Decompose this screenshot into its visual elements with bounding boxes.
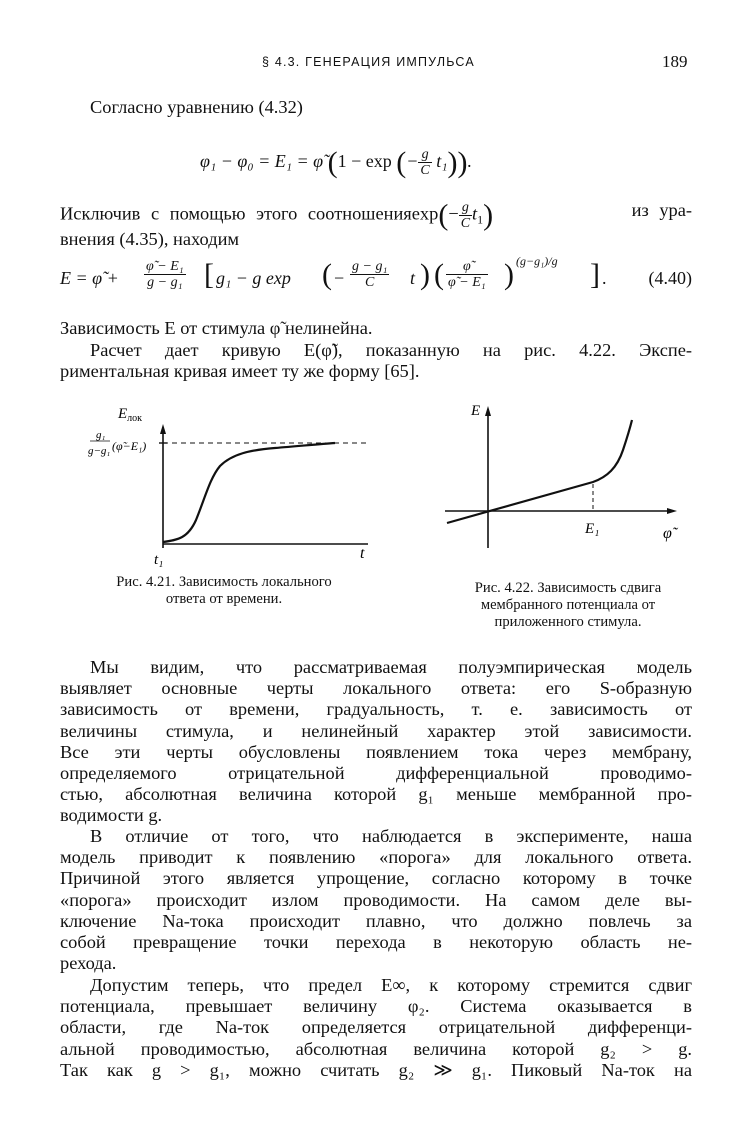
- fig2-ylabel: E: [471, 403, 481, 419]
- para-limit-line: потенциала, превышает величину φ₂. Система оказывается в: [60, 996, 692, 1017]
- para-threshold-line: модель приводит к появлению «порога» для локального ответа.: [60, 847, 692, 868]
- para-threshold-line: собой превращение точки перехода в некоторую область не-: [60, 932, 692, 953]
- sentence-excluding-line2: внения (4.35), находим: [60, 229, 240, 249]
- sentence-excluding-before: Исключив с помощью этого соотношения: [60, 203, 412, 224]
- eq-4-40-f2-tail: t: [410, 268, 416, 288]
- para-model-line: определяемого отрицательной дифференциальной проводимо-: [60, 763, 692, 784]
- para-limit: [60, 975, 692, 1081]
- eq-4-40-power: (g−g₁)/g: [516, 254, 558, 268]
- para-calc-line2: риментальная кривая имеет ту же форму [65].: [60, 361, 420, 381]
- para-model-line: стью, абсолютная величина которой g₁ меньше мембранной про-: [60, 784, 692, 805]
- fig2-caption-line2: мембранного потенциала от: [480, 597, 656, 613]
- sentence-excluding-exp: exp: [411, 203, 439, 224]
- para-model-line: Все эти черты обусловлены появлением тока через мембрану,: [60, 741, 692, 762]
- fig2-x-arrow: [667, 508, 677, 514]
- para-model: [60, 657, 692, 827]
- eq-4-32-lhs: φ₁ − φ₀ = E₁ = φ̃: [200, 151, 324, 171]
- figure-4-21-caption: [74, 574, 374, 608]
- eq-4-40-lhs: E = φ̃ +: [60, 268, 119, 288]
- fig1-caption-line1: Рис. 4.21. Зависимость локального: [116, 574, 332, 590]
- para-model-line: Мы видим, что рассматриваемая полуэмпирическая модель: [90, 657, 692, 677]
- eq-4-40-f1-num: φ̃ − E₁: [146, 259, 184, 274]
- para-limit-line: области, где Na-ток определяется отрицательной дифференци-: [60, 1017, 692, 1038]
- fig1-ylabel: $E_{лок}$: [118, 406, 143, 424]
- eq-4-40-bracket-a: g₁ − g exp: [216, 268, 291, 288]
- eq-4-40-f2-den: C: [364, 275, 375, 290]
- para-threshold: [60, 826, 692, 974]
- eq-4-40-f2-num: g − g₁: [352, 259, 388, 274]
- figure-4-21: [60, 398, 380, 573]
- eq-4-32-body: 1 − exp: [337, 151, 392, 171]
- para-model-line: зависимость от времени, градуальность, т. е. зависимость от: [60, 699, 692, 720]
- para-threshold-line: ключение Na-тока происходит плавно, что должно повлечь за: [60, 910, 692, 931]
- fig2-x-tick-label: E₁: [585, 521, 600, 537]
- figure-4-22: [425, 400, 690, 560]
- fig1-asym-den: g−g₁: [88, 445, 111, 457]
- eq-4-40-f3-num: φ̃: [446, 259, 488, 275]
- para-model-line: величины стимула, и нелинейный характер этой зависимости.: [60, 720, 692, 741]
- sentence-excluding-after: из ура-: [631, 200, 692, 220]
- eq-4-40-f3-den: φ̃ − E₁: [448, 275, 486, 290]
- fig1-asym-tail: (φ̃−E₁): [112, 439, 147, 453]
- eq-4-40-f1-den: g − g₁: [147, 275, 183, 290]
- fig2-curve: [447, 420, 632, 523]
- para-threshold-line: рехода.: [60, 953, 117, 974]
- para-calc-line1: Расчет дает кривую E(φ̃), показанную на рис. 4.22. Экспе-: [90, 340, 692, 360]
- para-threshold-line: Причиной этого является упрощение, согласно которому в точке: [60, 868, 692, 889]
- fig1-s-curve: [163, 443, 335, 542]
- figure-4-22-caption: [440, 580, 696, 631]
- eq-4-32-frac-den: C: [420, 163, 430, 179]
- sentence-excluding: Исключив с помощью этого соотношенияexp(− $\frac{g}{C}$ $t_1$) из ура-: [60, 198, 692, 232]
- intro-line: Согласно уравнению (4.32): [90, 97, 303, 117]
- eq-4-32-frac-num: g: [418, 147, 431, 163]
- page-number: 189: [662, 52, 688, 71]
- fig1-caption-line2: ответа от времени.: [165, 591, 283, 607]
- equation-4-40: E = φ̃ + $\frac{\text{φ̃ − E₁}}{\text{g − g₁}}$ [ g₁ − g exp ( − $\frac{\text{g − g₁}}{C}$ t ) ( $\frac{\varphĩ}{\text{φ̃ − E₁}}$ ) (g−g₁)/g ] . (4.40): [60, 254, 692, 291]
- eq-4-32-tail: t₁: [436, 151, 448, 171]
- fig2-caption-line3: приложенного стимула.: [494, 614, 642, 630]
- fig1-x-label: t: [360, 545, 365, 562]
- eq-4-40-label: (4.40): [648, 268, 692, 288]
- fig1-x-origin-label: t₁: [154, 552, 164, 568]
- para-threshold-line: «порога» происходит излом проводимости. На самом деле вы-: [60, 889, 692, 910]
- equation-4-32: φ₁ − φ₀ = E₁ = φ̃ (1 − exp (− $\frac{g}{C}$ t₁)).: [200, 146, 472, 179]
- para-limit-line: альной проводимостью, абсолютная величина которой g₂ > g.: [60, 1038, 692, 1059]
- running-header: § 4.3. ГЕНЕРАЦИЯ ИМПУЛЬСА: [262, 55, 475, 69]
- fig2-y-arrow: [485, 406, 491, 416]
- para-threshold-line: В отличие от того, что наблюдается в эксперименте, наша: [90, 826, 692, 846]
- para-limit-line: Допустим теперь, что предел E∞, к которому стремится сдвиг: [90, 975, 692, 995]
- para-nonlinear: Зависимость E от стимула φ̃ нелинейна.: [60, 318, 373, 338]
- fig1-asym-num: g₁: [96, 429, 106, 441]
- fig2-caption-line1: Рис. 4.22. Зависимость сдвига: [474, 580, 662, 596]
- fig1-y-arrow: [160, 424, 166, 434]
- para-model-line: выявляет основные черты локального ответа: его S-образную: [60, 678, 692, 699]
- para-limit-line: Так как g > g₁, можно считать g₂ ≫ g₁. Пиковый Na-ток на: [60, 1059, 692, 1080]
- fig2-x-label: φ̃: [663, 525, 672, 542]
- para-model-line: водимости g.: [60, 805, 163, 826]
